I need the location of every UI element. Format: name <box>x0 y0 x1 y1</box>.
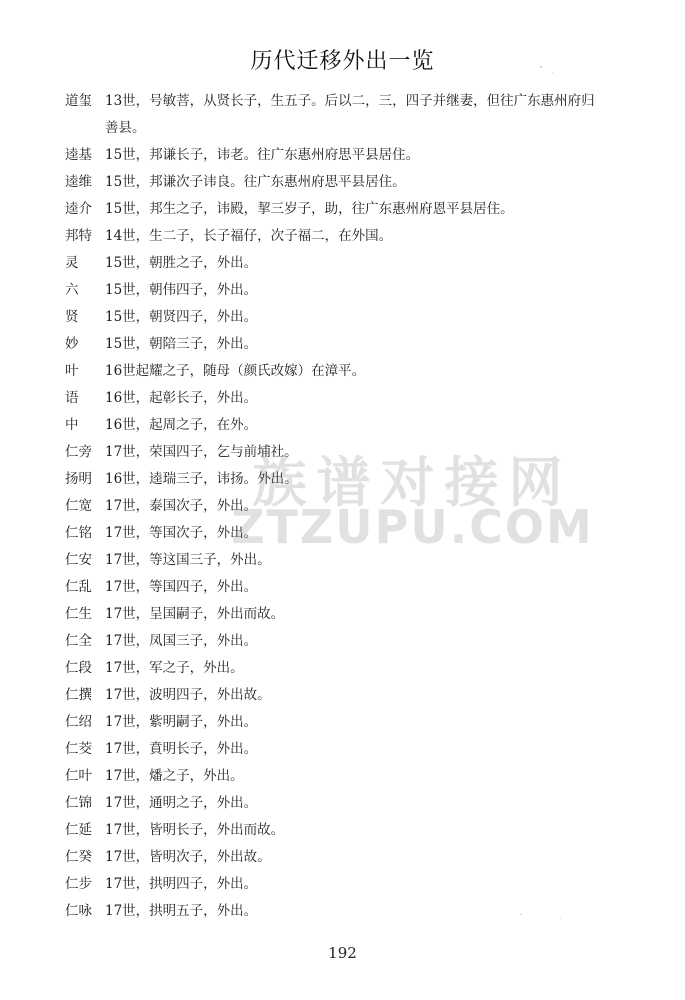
entry-text: 15世，朝胜之子，外出。 <box>105 255 258 271</box>
entry-name: 逵基 <box>65 147 92 163</box>
entry-name: 仁锦 <box>65 795 92 811</box>
entry-row <box>65 196 645 223</box>
entry-row <box>65 169 645 196</box>
entry-text: 17世，等国四子，外出。 <box>105 579 258 595</box>
page-number: 192 <box>328 944 357 962</box>
entry-row <box>65 601 645 628</box>
entry-row <box>65 520 645 547</box>
entry-text: 17世，賁明长子，外出。 <box>105 741 258 757</box>
entry-row <box>65 763 645 790</box>
entry-name: 妙 <box>65 336 79 352</box>
entry-row <box>65 709 645 736</box>
entry-name: 邦特 <box>65 228 92 244</box>
entry-row <box>65 466 645 493</box>
entry-name: 逵介 <box>65 201 92 217</box>
entry-text: 15世，朝陪三子，外出。 <box>105 336 258 352</box>
entry-row <box>65 331 645 358</box>
entry-row <box>65 871 645 898</box>
entry-row <box>65 790 645 817</box>
entry-name: 仁茭 <box>65 741 92 757</box>
scan-speck <box>540 66 542 68</box>
entry-name: 仁段 <box>65 660 92 676</box>
entry-name: 仁生 <box>65 606 92 622</box>
entry-text: 17世，军之子，外出。 <box>105 660 244 676</box>
entry-name: 仁步 <box>65 876 92 892</box>
scan-speck <box>560 918 561 919</box>
entry-text: 17世，泰国次子，外出。 <box>105 498 258 514</box>
entry-text: 17世，凤国三子，外出。 <box>105 633 258 649</box>
entry-name: 仁绍 <box>65 714 92 730</box>
entry-text: 15世，邦谦长子，讳老。往广东惠州府思平县居住。 <box>105 147 420 163</box>
entry-row <box>65 655 645 682</box>
entry-row <box>65 412 645 439</box>
entry-row <box>65 250 645 277</box>
entry-text: 16世起耀之子，随母（颜氏改嫁）在漳平。 <box>105 363 366 379</box>
entry-text: 17世，等国次子，外出。 <box>105 525 258 541</box>
entry-text-continuation: 善县。 <box>105 120 146 136</box>
entry-name: 仁咏 <box>65 903 92 919</box>
entry-text: 15世，邦谦次子讳良。往广东惠州府思平县居住。 <box>105 174 406 190</box>
entry-text: 15世，朝伟四子，外出。 <box>105 282 258 298</box>
entry-text: 17世，皆明次子，外出故。 <box>105 849 271 865</box>
entry-row <box>65 439 645 466</box>
entry-name: 道玺 <box>65 93 92 109</box>
entry-row <box>65 142 645 169</box>
entry-list <box>65 88 645 925</box>
entry-name: 仁延 <box>65 822 92 838</box>
entry-text: 17世，波明四子，外出故。 <box>105 687 271 703</box>
entry-text: 16世，逵瑞三子，讳扬。外出。 <box>105 471 298 487</box>
entry-row <box>65 898 645 925</box>
entry-text: 17世，拱明四子，外出。 <box>105 876 258 892</box>
entry-text: 13世，号敏菩，从贤长子，生五子。后以二，三，四子并继妻，但往广东惠州府归 <box>105 93 595 109</box>
entry-name: 仁叶 <box>65 768 92 784</box>
entry-name: 仁癸 <box>65 849 92 865</box>
entry-text: 17世，荣国四子，乞与前埔社。 <box>105 444 298 460</box>
entry-name: 扬明 <box>65 471 92 487</box>
entry-text: 17世，呈国嗣子，外出而故。 <box>105 606 285 622</box>
entry-name: 贤 <box>65 309 79 325</box>
entry-text: 15世，邦生之子，讳殿，挈三岁子，助，往广东惠州府恩平县居住。 <box>105 201 514 217</box>
entry-name: 灵 <box>65 255 79 271</box>
entry-row <box>65 628 645 655</box>
entry-row <box>65 547 645 574</box>
entry-name: 仁铭 <box>65 525 92 541</box>
page-title: 历代迁移外出一览 <box>250 49 435 74</box>
entry-row <box>65 682 645 709</box>
entry-row <box>65 88 645 142</box>
entry-text: 15世，朝贤四子，外出。 <box>105 309 258 325</box>
watermark-text-url: ZTZUPU.COM <box>231 500 594 554</box>
entry-row <box>65 385 645 412</box>
entry-name: 仁旁 <box>65 444 92 460</box>
entry-row <box>65 223 645 250</box>
entry-name: 语 <box>65 390 79 406</box>
scan-speck <box>520 914 522 915</box>
entry-text: 17世，燔之子，外出。 <box>105 768 244 784</box>
entry-name: 六 <box>65 282 79 298</box>
entry-name: 逵维 <box>65 174 92 190</box>
entry-name: 仁安 <box>65 552 92 568</box>
entry-name: 仁乱 <box>65 579 92 595</box>
entry-name: 中 <box>65 417 79 433</box>
scan-speck <box>552 72 553 73</box>
entry-text: 16世，起彰长子，外出。 <box>105 390 258 406</box>
entry-text: 17世，紫明嗣子，外出。 <box>105 714 258 730</box>
entry-row <box>65 736 645 763</box>
entry-text: 17世，通明之子，外出。 <box>105 795 258 811</box>
entry-name: 仁宽 <box>65 498 92 514</box>
entry-name: 仁撰 <box>65 687 92 703</box>
entry-row <box>65 817 645 844</box>
watermark-text-cn: 族谱对接网 <box>252 451 573 514</box>
entry-text: 17世，等这国三子，外出。 <box>105 552 271 568</box>
entry-text: 14世，生二子，长子福仔，次子福二，在外国。 <box>105 228 393 244</box>
entry-text: 16世，起周之子，在外。 <box>105 417 258 433</box>
entry-row <box>65 304 645 331</box>
entry-row <box>65 844 645 871</box>
entry-text: 17世，拱明五子，外出。 <box>105 903 258 919</box>
entry-text: 17世，皆明长子，外出而故。 <box>105 822 285 838</box>
entry-row <box>65 358 645 385</box>
entry-row <box>65 574 645 601</box>
entry-row <box>65 277 645 304</box>
entry-name: 叶 <box>65 363 79 379</box>
entry-row <box>65 493 645 520</box>
entry-name: 仁全 <box>65 633 92 649</box>
